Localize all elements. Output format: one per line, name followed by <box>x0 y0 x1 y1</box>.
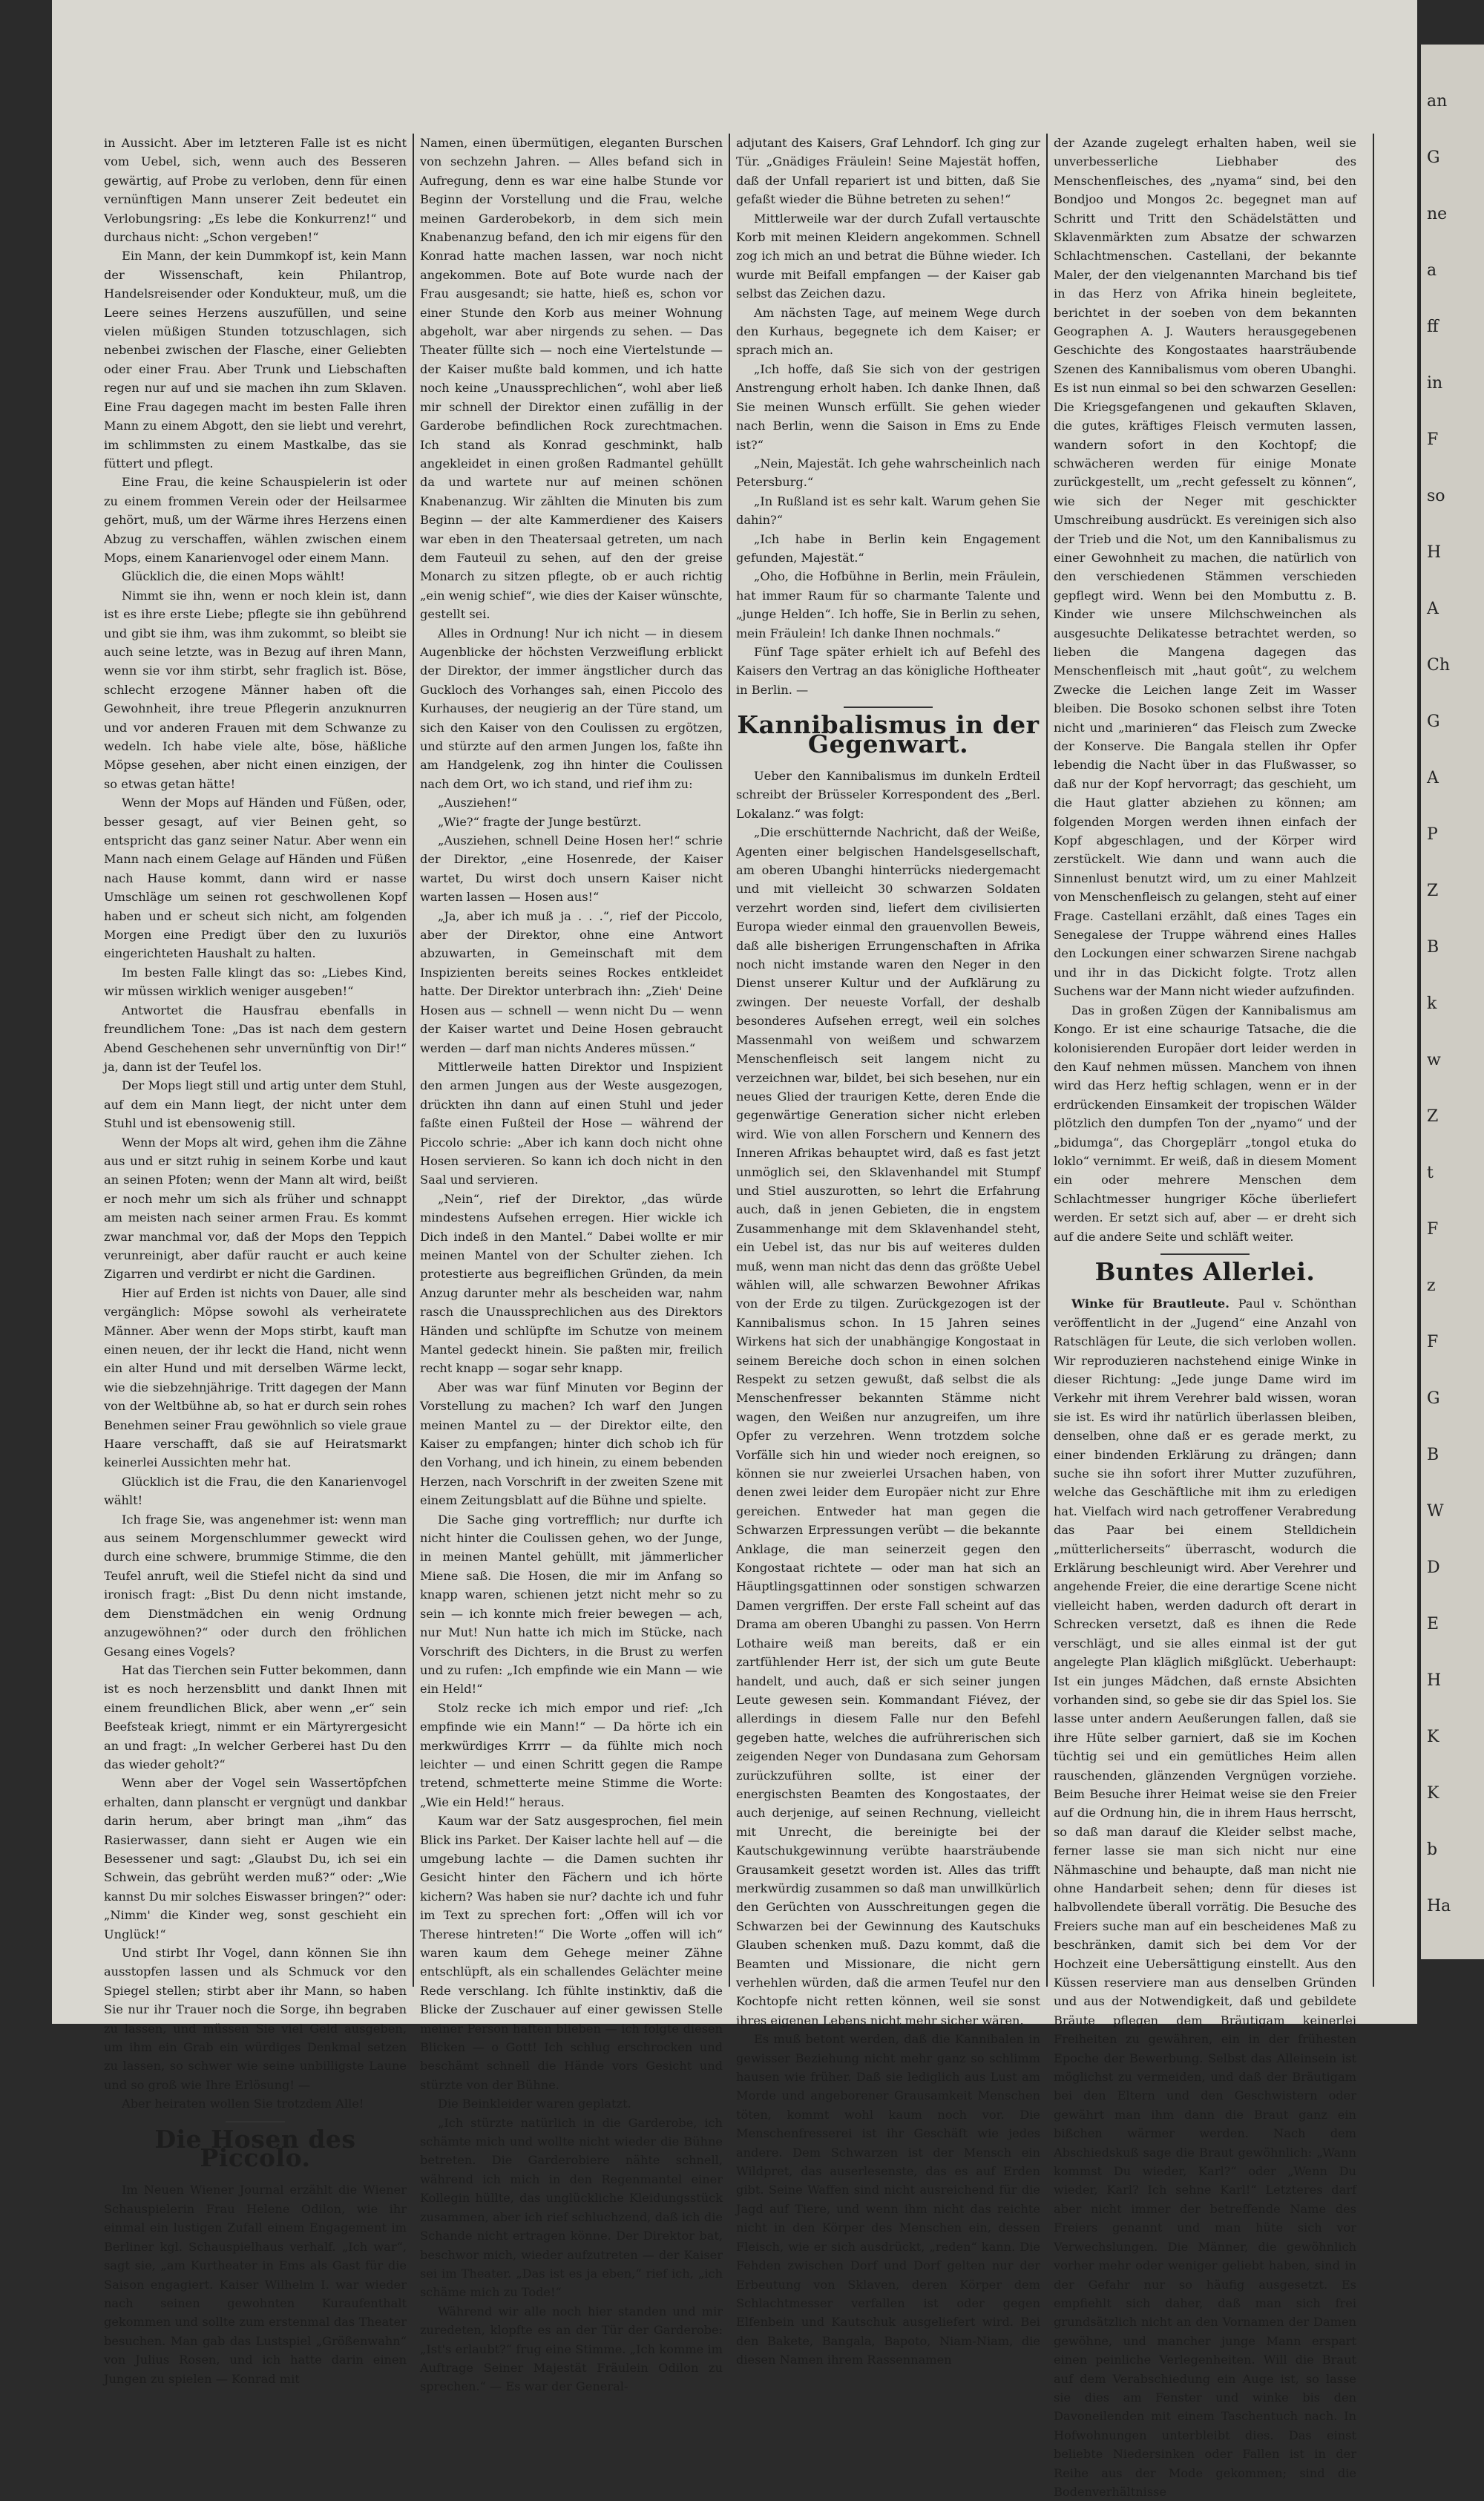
col2-paragraph: Kaum war der Satz ausgesprochen, fiel mein Blick ins Parket. Der Kaiser lachte hell auf — die umgebung lachte — die Damen suchten ihr Gesicht hinter den Fächern und ich hörte kichern? Was haben sie nur? dachte ich und fuhr im Text zu sprechen fort: „Offen will ich vor Therese hintreten!“ Die Worte „offen will ich“ waren kaum dem Gehege meiner Zähne entschlüpft, als ein schallendes Gelächter meine Rede verschlang. Ich fühlte instinktiv, daß die Blicke der Zuschauer auf einer gewissen Stelle meiner Person haften blieben — ich folgte diesen Blicken — o Gott! Ich schlug erschrocken und beschämt schnell die Hände vors Gesicht und stürzte von der Bühne. <box>420 1814 723 2092</box>
strip-fragment: K <box>1427 1784 1439 1803</box>
col1-paragraph: Wenn der Mops alt wird, gehen ihm die Zähne aus und er sitzt ruhig in seinem Korbe und kaut an seinen Pfoten; wenn der Mann alt wird, beißt er noch mehr um sich als früher und schnappt am meisten nach seiner armen Frau. Es kommt zwar manchmal vor, daß der Mops den Teppich verunreinigt, aber dafür raucht er auch keine Zigarren und verdirbt er nicht die Gardinen. <box>104 1135 407 1282</box>
strip-fragment: D <box>1427 1558 1440 1577</box>
strip-fragment: ne <box>1427 205 1448 223</box>
column-1 <box>104 134 407 2386</box>
strip-fragment: G <box>1427 148 1440 167</box>
col2-paragraph: „Ausziehen!“ <box>438 796 518 810</box>
col1-paragraph: Wenn der Mops auf Händen und Füßen, oder, besser gesagt, auf vier Beinen geht, so entspricht das ganz seiner Natur. Aber wenn ein Mann nach einem Gelage auf Händen und Füßen nach Hause kommt, dann wird er nasse Umschläge um seinen rot geschwollenen Kopf haben und er scheut sich nicht, am folgenden Morgen eine Predigt über den zu luxuriös eingerichteten Haushalt zu halten. <box>104 796 407 961</box>
strip-fragment: G <box>1427 1389 1440 1408</box>
strip-fragment: Ch <box>1427 656 1451 675</box>
col1-paragraph: Im Neuen Wiener Journal erzählt die Wiener Schauspielerin Frau Helene Odilon, wie ihr einmal ein lustigen Zufall einem Engagement im Berliner kgl. Schauspielhaus verhalf. „Ich war“, sagt sie, „am Kurtheater in Ems als Gast für die Saison engagiert. Kaiser Wilhelm I. war wieder nach seinen gewohnten Kuraufenthalt gekommen und sollte zum erstenmal das Theater besuchen. Man gab das Lustspiel „Größenwahn“ von Julius Rosen, und ich hatte darin einen Jungen zu spielen — Konrad mit <box>104 2183 407 2386</box>
strip-fragment: H <box>1427 1671 1442 1690</box>
headline-hosen-des-piccolo: Die Hosen des Piccolo. <box>154 2124 356 2173</box>
col3-paragraph: „Nein, Majestät. Ich gehe wahrscheinlich nach Petersburg.“ <box>736 456 1040 490</box>
col1-paragraph: Antwortet die Hausfrau ebenfalls in freundlichem Tone: „Das ist nach dem gestern Abend Geschehenen sehr unvernünftig von Dir!“ ja, dann ist der Teufel los. <box>104 1003 407 1074</box>
col3-paragraph: „In Rußland ist es sehr kalt. Warum gehen Sie dahin?“ <box>736 494 1040 528</box>
col1-paragraph: Ich frage Sie, was angenehmer ist: wenn man aus seinem Morgenschlummer geweckt wird durch eine schwere, brummige Stimme, die den Teufel anruft, weil die Stiefel nicht da sind und ironisch fragt: „Bist Du denn nicht imstande, dem Dienstmädchen ein wenig Ordnung anzugewöhnen?“ oder durch den fröhlichen Gesang eines Vogels? <box>104 1512 407 1659</box>
strip-fragment: Z <box>1427 1107 1439 1126</box>
col2-paragraph: Die Sache ging vortrefflich; nur durfte ich nicht hinter die Coulissen gehen, wo der Junge, in meinen Mantel gehüllt, mit jämmerlicher Miene saß. Die Hosen, die mir im Anfang so knapp waren, schienen jetzt nicht mehr so zu sein — ich konnte mich freier bewegen — ach, nur Mut! Nun hatte ich mich im Stücke, nach Vorschrift des Dichters, in die Brust zu werfen und zu rufen: „Ich empfinde wie ein Mann — wie ein Held!“ <box>420 1512 723 1697</box>
strip-fragment: B <box>1427 1446 1439 1464</box>
col3-paragraph: „Ich hoffe, daß Sie sich von der gestrigen Anstrengung erholt haben. Ich danke Ihnen, daß Sie meinen Wunsch erfüllt. Sie gehen wieder nach Berlin, wenn die Saison in Ems zu Ende ist?“ <box>736 361 1040 452</box>
strip-fragment: ff <box>1427 318 1439 336</box>
column-rule <box>729 134 730 1987</box>
column-2 <box>420 134 723 2394</box>
strip-fragment: B <box>1427 938 1439 957</box>
col1-paragraph: Im besten Falle klingt das so: „Liebes Kind, wir müssen wirklich weniger ausgeben!“ <box>104 965 407 999</box>
section-separator <box>844 707 933 708</box>
col2-paragraph: Während wir alle noch hier standen und mir zuredeten, klopfte es an der Tür der Garderobe: „Ist's erlaubt?“ frug eine Stimme. „Ich komme im Auftrage Seiner Majestät Fräulein Odilon zu sprechen.“ — Es war der General- <box>420 2304 723 2394</box>
strip-fragment: K <box>1427 1728 1439 1746</box>
col1-paragraph: Eine Frau, die keine Schauspielerin ist oder zu einem frommen Verein oder der Heilsarmee gehört, muß, um der Wärme ihres Herzens einen Abzug zu verschaffen, wählen zwischen einem Mops, einem Kanarienvogel oder einem Mann. <box>104 475 407 565</box>
strip-fragment: an <box>1427 92 1448 111</box>
column-rule <box>1046 134 1048 1987</box>
column-4 <box>1054 134 1356 2499</box>
col3-paragraph: Ueber den Kannibalismus im dunkeln Erdteil schreibt der Brüsseler Korrespondent des „Berl. Lokalanz.“ was folgt: <box>736 769 1040 821</box>
col3-paragraph: „Oho, die Hofbühne in Berlin, mein Fräulein, hat immer Raum für so charmante Talente und „junge Helden“. Ich hoffe, Sie in Berlin zu sehen, mein Fräulein! Ich danke Ihnen nochmals.“ <box>736 569 1040 640</box>
column-3 <box>736 134 1040 2367</box>
strip-fragment: Ha <box>1427 1897 1451 1915</box>
col2-paragraph: „Ja, aber ich muß ja . . .“, rief der Piccolo, aber der Direktor, ohne eine Antwort abzuwarten, in Gemeinschaft mit dem Inspizienten bereits seines Rockes entkleidet hatte. Der Direktor unterbrach ihn: „Zieh' Deine Hosen aus — schnell — wenn nicht Du — wenn der Kaiser wartet und Deine Hosen gebraucht werden — darf man nichts Anderes müssen.“ <box>420 908 723 1055</box>
col2-paragraph: „Ich stürzte natürlich in die Garderobe, ich schämte mich und wollte nicht wieder die Bühne betreten. Die Garderobiere nähte schnell, während ich mich in den Regenmantel einer Kollegin hüllte, das unglückliche Kleidungsstück zusammen, aber ich rief schluchzend, daß ich die Schande nicht ertragen könne. Der Direktor bat, beschwor mich, wieder aufzutreten — der Kaiser sei im Theater. „Das ist es ja eben,“ rief ich, „ich schäme mich zu Tode!“ <box>420 2115 723 2300</box>
col1-paragraph: Und stirbt Ihr Vogel, dann können Sie ihn ausstopfen lassen und als Schmuck vor den Spiegel stellen; stirbt aber ihr Mann, so haben Sie nur ihr Trauer noch die Sorge, ihn begraben zu lassen, und müssen Sie viel Geld ausgeben, um ihm ein Grab ein würdiges Denkmal setzen zu lassen, so schwer wie seine unbilligste Laune und so groß wie Ihre Erlösung! — <box>104 1946 407 2092</box>
strip-fragment: Z <box>1427 882 1439 900</box>
strip-fragment: E <box>1427 1615 1439 1633</box>
col1-paragraph: Der Mops liegt still und artig unter dem Stuhl, auf dem ein Mann liegt, der nicht unter dem Stuhl und ist ebensowenig still. <box>104 1078 407 1131</box>
strip-fragment: A <box>1427 600 1439 618</box>
col2-paragraph: Namen, einen übermütigen, eleganten Burschen von sechzehn Jahren. — Alles befand sich in Aufregung, denn es war eine halbe Stunde vor Beginn der Vorstellung und die Frau, welche meinen Garderobekorb, in dem sich mein Knabenanzug befand, den ich mir eigens für den Konrad hatte machen lassen, war noch nicht angekommen. Bote auf Bote wurde nach der Frau ausgesandt; sie hatte, hieß es, schon vor einer Stunde den Korb aus meiner Wohnung abgeholt, war aber nirgends zu sehen. — Das Theater füllte sich — noch eine Viertelstunde — der Kaiser mußte bald kommen, und ich hatte noch keine „Unaussprechlichen“, wohl aber ließ mir schnell der Direktor einen zufällig in der Garderobe befindlichen Rock zurechtmachen. Ich stand als Konrad geschminkt, halb angekleidet in einen großen Radmantel gehüllt da und wartete nur auf meinen schönen Knabenanzug. Wir zählten die Minuten bis zum Beginn — der alte Kammerdiener des Kaisers war eben in den Theatersaal getreten, um nach dem Fauteuil zu sehen, auf den der greise Monarch zu sitzen pflegte, ob er auch richtig „ein wenig schief“, wie dies der Kaiser wünschte, gestellt sei. <box>420 136 723 622</box>
scan-dark-border-left <box>0 0 52 2024</box>
strip-fragment: in <box>1427 374 1443 393</box>
col3-paragraph: adjutant des Kaisers, Graf Lehndorf. Ich ging zur Tür. „Gnädiges Fräulein! Seine Majestät hoffen, daß der Unfall repariert ist und bitten, daß Sie gefaßt wieder die Bühne betreten zu sehen!“ <box>736 136 1040 207</box>
col1-paragraph: Hat das Tierchen sein Futter bekommen, dann ist es noch herzensblitt und dankt Ihnen mit einem freundlichen Blick, aber wenn „er“ sein Beefsteak kriegt, nimmt er ein Märtyrergesicht an und fragt: „In welcher Gerberei hast Du den das wieder geholt?“ <box>104 1662 407 1771</box>
headline-kannibalismus: Kannibalismus in der Gegenwart. <box>737 710 1040 758</box>
strip-fragment: F <box>1427 1220 1439 1239</box>
strip-fragment: P <box>1427 825 1438 844</box>
strip-fragment: k <box>1427 994 1437 1013</box>
col2-paragraph: Stolz recke ich mich empor und rief: „Ich empfinde wie ein Mann!“ — Da hörte ich ein merkwürdiges Krrrr — da fühlte mich noch leichter — und einen Schritt gegen die Rampe tretend, schmetterte meine Stimme die Worte: „Wie ein Held!“ heraus. <box>420 1700 723 1809</box>
col2-paragraph: Alles in Ordnung! Nur ich nicht — in diesem Augenblicke der höchsten Verzweiflung erblickt der Direktor, der immer ängstlicher durch das Guckloch des Vorhanges sah, einen Piccolo des Kurhauses, der neugierig an der Türe stand, um sich den Kaiser von den Coulissen zu ergötzen, und stürzte auf den armen Jungen los, faßte ihn am Handgelenk, zog ihn hinter die Coulissen nach dem Ort, wo ich stand, und rief ihm zu: <box>420 626 723 791</box>
col1-paragraph: in Aussicht. Aber im letzteren Falle ist es nicht vom Uebel, sich, wenn auch des Besseren gewärtig, auf Probe zu verloben, denn für einen vernünftigen Mann unserer Zeit bedeutet ein Verlobungsring: „Es lebe die Konkurrenz!“ und durchaus nicht: „Schon vergeben!“ <box>104 136 407 245</box>
lead-winke-fuer-brautleute: Winke für Brautleute. <box>1071 1297 1229 1311</box>
strip-fragment: so <box>1427 487 1445 505</box>
strip-fragment: b <box>1427 1840 1438 1859</box>
col1-paragraph: Nimmt sie ihn, wenn er noch klein ist, dann ist es ihre erste Liebe; pflegte sie ihn gebührend und gibt sie ihm, was ihm zukommt, so bleibt sie auch seine letzte, was in Bezug auf ihren Mann, wenn sie vor ihm stirbt, sehr fraglich ist. Böse, schlecht erzogene Männer haben oft die Gewohnheit, ihre treue Pflegerin anzuknurren und vor anderen Frauen mit dem Schwanze zu wedeln. Ich habe viele alte, böse, häßliche Möpse gesehen, aber nicht einen einzigen, der so etwas getan hätte! <box>104 588 407 791</box>
headline-buntes-allerlei: Buntes Allerlei. <box>1094 1256 1316 1286</box>
col4-paragraph: Paul v. Schönthan veröffentlicht in der „Jugend“ eine Anzahl von Ratschlägen für Leute, die sich verloben wollen. Wir reproduzieren nachstehend einige Winke in dieser Richtung: „Jede junge Dame wird im Verkehr mit ihrem Verehrer bald wissen, woran sie ist. Es wird ihr natürlich überlassen bleiben, denselben, ohne daß er es gerade merkt, zu einer bindenden Erklärung zu drängen; dann suche sie ihn sofort ihrer Mutter zuzuführen, welche das Geschäftliche mit ihm zu erledigen hat. Vielfach wird nach getroffener Verabredung das Paar bei einem Stelldichein „mütterlicherseits“ überrascht, wodurch die Erklärung beschleunigt wird. Aber Verehrer und angehende Freier, die eine derartige Scene nicht vielleicht haben, werden dadurch oft derart in Schrecken versetzt, daß es ihnen die Rede verschlägt, und sie alles einmal ist der gut angelegte Plan kläglich mißglückt. Ueberhaupt: Ist ein junges Mädchen, daß ernste Absichten vorhanden sind, so gebe sie dir das Spiel los. Sie lasse unter andern Aeußerungen fallen, daß sie ihre Hüte selber garniert, daß sie im Kochen tüchtig sei und ein gemütliches Heim allen rauschenden, glänzenden Vergnügen vorziehe. Beim Besuche ihrer Heimat weise sie den Freier auf die Ordnung hin, die in ihrem Haus herrscht, so daß man darauf die Kleider selbst mache, ferner lasse sie man sich nicht nur eine Nähmaschine und behaupte, daß man nicht nie ohne Handarbeit sehen; denn für dieses ist halbvollendete überall vorrätig. Die Besuche des Freiers suche man auf ein bescheidenes Maß zu beschränken, damit sich bei dem Vor der Hochzeit eine Uebersättigung einstellt. Aus den Küssen reserviere man aus denselben Gründen und aus der Notwendigkeit, daß und gebildete Bräute pflegen dem Bräutigam keinerlei Freiheiten zu gewähren, ein in der frühesten Epoche der Bewerbung. Selbst das Alleinsein ist möglichst zu vermeiden, und daß der Bräutigam bei den Eltern und den Geschwistern oder gewährt man ihm dann die Braut ganz ein bißchen wärmer werden. Nach dem Abschiedskuß sage die Braut gewöhnlich: „Wann kommst Du wieder, Karl?“ oder „Wenn Du wieder, Karl? Ich sehne Karl!“ Letzteres darf aber nicht immer der betreffende Name des Freiers genannt und man hüte sich vor Verwechslungen. Die Männer, die gewöhnlich vorher mehr oder weniger geliebt haben, sind in der Gefahr nur so häufig ausgesetzt. Es empfiehlt sich daher, daß man sich frei grundsätzlich nicht an den Vornamen der Damen gewöhne, und mancher junge Mann erspart einen peinliche Verlegenheiten. Will die Braut auf dem Verabschiedung ein Auge ist, so lasse sie dies am Fenster und winke bis den Davoneilenden mit einem Taschentuch nach. In Hofwohnungen unterbleibt dies. Das einst beliebte Niedersinken oder Fallen ist in der Reihe aus der Mode gekommen; sind die Bodenverhältnisse <box>1054 1297 1356 2499</box>
page-right-edge-rule <box>1373 134 1374 1987</box>
col3-paragraph: „Die erschütternde Nachricht, daß der Weiße, Agenten einer belgischen Handelsgesellschaft, am oberen Ubanghi hinterrücks niedergemacht und mit vielleicht 30 schwarzen Soldaten verzehrt worden sind, liefert dem civilisierten Europa wieder einmal den grauenvollen Beweis, daß alle bisherigen Errungenschaften in Afrika noch nicht imstande waren den Neger in den Dienst unserer Kultur und der Aufklärung zu zwingen. Der neueste Vorfall, der deshalb besonderes Aufsehen erregt, weil ein solches Massenmahl von weißem und schwarzem Menschenfleisch seit langem nicht zu verzeichnen war, bildet, bei sich besehen, nur ein neues Glied der traurigen Kette, deren Ende die gegenwärtige Generation sicher nicht erleben wird. Wie von allen Forschern und Kennern des Inneren Afrikas behauptet wird, daß es fast jetzt unmöglich sei, den Sklavenhandel mit Stumpf und Stiel auszurotten, so lehrt die Erfahrung auch, daß in jenen Gebieten, die in engstem Zusammenhange mit dem Sklavenhandel steht, ein Uebel ist, das nur bis auf weiteres dulden muß, wenn man nicht das denn das größte Uebel wählen will, alle schwarzen Bewohner Afrikas von der Erde zu tilgen. Zurückgezogen ist der Kannibalismus schon. In 15 Jahren seines Wirkens hat sich der unabhängige Kongostaat in seinem Bereiche doch schon in einen solchen Respekt zu setzen gewußt, daß selbst die als Menschenfresser bekannten Stämme nicht wagen, den Weißen nur anzugreifen, um ihre Opfer zu verzehren. Wenn trotzdem solche Vorfälle sich hin und wieder noch ereignen, so können sie nur zweierlei Ursachen haben, von denen zwei leider dem Europäer nicht zur Ehre gereichen. Entweder hat man gegen die Schwarzen Erpressungen verübt — die bekannte Anklage, die man seinerzeit gegen den Kongostaat richtete — oder man hat sich an Häuptlingsgattinnen oder sonstigen schwarzen Damen vergriffen. Der erste Fall scheint auf das Drama am oberen Ubanghi zu passen. Von Herrn Lothaire weiß man bereits, daß er ein zartfühlender Herr ist, der sich um gute Beute handelt, und auch, daß er sich seiner jungen Leute gewesen sein. Kommandant Fiévez, der allerdings in diesem Falle nur den Befehl gegeben hatte, welches die aufrührerischen sich zeigenden Neger von Dundasana zum Gehorsam zurückzuführen sollte, ist einer der energischsten Beamten des Kongostaates, der auch derjenige, auf seinen Rechnung, vielleicht mit Unrecht, die bereinigte bei der Kautschukgewinnung verübte haarsträubende Grausamkeit gesetzt worden ist. Alles das trifft merkwürdig zusammen so daß man unwillkürlich den Gerüchten von Ausschreitungen gegen die Schwarzen bei der Gewinnung des Kautschuks Glauben schenken muß. Dazu kommt, daß die Beamten und Missionare, die nicht gern verhehlen würden, daß die armen Teufel nur den Kochtopfe nicht retten können, weil sie sonst ihres eigenen Lebens nicht mehr sicher wären. <box>736 825 1040 2028</box>
col2-paragraph: Die Beinkleider waren geplatzt. <box>438 2097 631 2111</box>
column-rule <box>413 134 414 1987</box>
col1-paragraph: Glücklich die, die einen Mops wählt! <box>122 569 345 584</box>
col2-paragraph: „Ausziehen, schnell Deine Hosen her!“ schrie der Direktor, „eine Hosenrede, der Kaiser wartet, Du wirst doch unsern Kaiser nicht warten lassen — Hosen aus!“ <box>420 833 723 905</box>
col3-paragraph: Mittlerweile war der durch Zufall vertauschte Korb mit meinen Kleidern angekommen. Schnell zog ich mich an und betrat die Bühne wieder. Ich wurde mit Beifall empfangen — der Kaiser gab selbst das Zeichen dazu. <box>736 211 1040 301</box>
col2-paragraph: Aber was war fünf Minuten vor Beginn der Vorstellung zu machen? Ich warf den Jungen meinen Mantel zu — der Direktor eilte, den Kaiser zu empfangen; hinter dich schob ich für den Vorhang, und ich hinein, zu einem bebenden Herzen, nach Vorschrift in der zweiten Szene mit einem Zeitungsblatt auf die Bühne und spielte. <box>420 1380 723 1508</box>
col4-paragraph: Das in großen Zügen der Kannibalismus am Kongo. Er ist eine schaurige Tatsache, die die kolonisierenden Europäer dort leider werden in den Kauf nehmen müssen. Manchem von ihnen wird das Herz heftig schlagen, wenn er in der erdrückenden Einsamkeit der tropischen Wälder plötzlich den dumpfen Ton der „nyamo“ und der „bidumga“, das Chorgeplärr „tongol etuka do loklo“ vernimmt. Er weiß, daß in diesem Moment ein oder mehrere Menschen dem Schlachtmesser hungriger Köche überliefert werden. Er setzt sich auf, aber — er dreht sich auf die andere Seite und schläft weiter. <box>1054 1003 1356 1244</box>
strip-fragment: z <box>1427 1276 1436 1295</box>
strip-fragment: F <box>1427 1333 1439 1351</box>
col3-paragraph: „Ich habe in Berlin kein Engagement gefunden, Majestät.“ <box>736 531 1040 565</box>
col2-paragraph: „Wie?“ fragte der Junge bestürzt. <box>438 814 642 829</box>
strip-fragment: a <box>1427 261 1437 280</box>
col2-paragraph: „Nein“, rief der Direktor, „das würde mindestens Aufsehen erregen. Hier wickle ich Dich indeß in den Mantel.“ Dabei wollte er mir meinen Mantel von der Schulter ziehen. Ich protestierte aus begreiflichen Gründen, da mein Anzug darunter mehr als bescheiden war, nahm rasch die Unaussprechlichen aus des Direktors Händen und schlüpfte im Schutze von meinem Mantel gedeckt hinein. Sie paßten mir, freilich recht knapp — sogar sehr knapp. <box>420 1191 723 1376</box>
newspaper-page <box>52 0 1417 2499</box>
section-separator <box>226 2121 285 2123</box>
col3-paragraph: Am nächsten Tage, auf meinem Wege durch den Kurhaus, begegnete ich dem Kaiser; er sprach mich an. <box>736 305 1040 358</box>
adjacent-page-strip <box>1421 45 1484 1959</box>
strip-fragment: w <box>1427 1051 1441 1069</box>
col1-paragraph: Ein Mann, der kein Dummkopf ist, kein Mann der Wissenschaft, kein Philantrop, Handelsreisender oder Kondukteur, muß, um die Leere seines Herzens auszufüllen, und seine vielen müßigen Stunden totzuschlagen, sich nebenbei zwischen der Flasche, einer Geliebten oder einer Frau. Aber Trunk und Liebschaften regen nur auf und sie machen ihn zum Sklaven. Eine Frau dagegen macht im besten Falle ihren Mann zu einem Abgott, den sie liebt und verehrt, im schlimmsten zu einem Mastkalbe, das sie füttert und pflegt. <box>104 249 407 471</box>
col3-paragraph: Es muß betont werden, daß die Kannibalen in gewisser Beziehung nicht mehr ganz so schlimm hausen wie früher. Daß sie lediglich aus Lust am Morde und angeborener Grausamkeit Menschen töten, kommt wohl kaum noch vor. Die Menschenfresserei ist ihr Geschäft wie jedes andere. Dem Schwarzen ist der Mensch ein Wildpret, das auserlesenste, das es auf Erden gibt. Seine Waffen sind nicht ausreichend für die Jagd auf Tiere, und wenn ihm nicht das reichte nicht in den Körper des Menschen ein, dessen Fleisch, wie er sich ausdrückt, „reden“ kann. Die Fehden zwischen Dorf und Dorf gelten nur der Erbeutung von Sklaven, deren Körper dem Schlachtmesser verfallen ist oder gegen Elfenbein und Kautschuk ausgeliefert wird. Bei den Bakete, Bangala, Bapoto, Niam-Niam, die diesen Namen ihrem Rassennamen <box>736 2032 1040 2367</box>
col2-paragraph: Mittlerweile hatten Direktor und Inspizient den armen Jungen aus der Weste ausgezogen, drückten ihn dann auf einen Stuhl und jeder faßte einen Fußteil der Hose — während der Piccolo schrie: „Aber ich kann doch nicht ohne Hosen servieren. So kann ich doch nicht in den Saal und servieren. <box>420 1059 723 1187</box>
strip-fragment: W <box>1427 1502 1444 1521</box>
strip-fragment: H <box>1427 543 1442 562</box>
col3-paragraph: Fünf Tage später erhielt ich auf Befehl des Kaisers den Vertrag an das königliche Hoftheater in Berlin. — <box>736 644 1040 697</box>
col1-paragraph: Glücklich ist die Frau, die den Kanarienvogel wählt! <box>104 1474 407 1508</box>
strip-fragment: A <box>1427 769 1439 787</box>
strip-fragment: G <box>1427 712 1440 731</box>
section-separator <box>1160 1253 1250 1255</box>
strip-fragment: t <box>1427 1164 1434 1182</box>
strip-fragment: F <box>1427 430 1439 449</box>
col1-paragraph: Hier auf Erden ist nichts von Dauer, alle sind vergänglich: Möpse sowohl als verheiratete Männer. Aber wenn der Mops stirbt, kauft man einen neuen, der ihr leckt die Hand, nicht wenn ein alter Hund und mit derselben Wärme leckt, wie die siebzehnjährige. Tritt dagegen der Mann von der Weltbühne ab, so hat er durch sein rohes Benehmen seiner Frau gewöhnlich so viele graue Haare verschafft, daß sie auf Heiratsmarkt keinerlei Aussichten mehr hat. <box>104 1285 407 1470</box>
col1-paragraph: Aber heiraten wollen Sie trotzdem Alle! <box>122 2097 364 2111</box>
col1-paragraph: Wenn aber der Vogel sein Wassertöpfchen erhalten, dann planscht er vergnügt und dankbar darin herum, aber bringt man „ihm“ das Rasierwasser, dann sieht er Augen wie ein Besessener und sagt: „Glaubst Du, ich sei ein Schwein, das gebrüht werden muß?“ oder: „Wie kannst Du mir solches Eiswasser bringen?“ oder: „Nimm' die Kinder weg, sonst geschieht ein Unglück!“ <box>104 1776 407 1941</box>
col4-paragraph: der Azande zugelegt erhalten haben, weil sie unverbesserliche Liebhaber des Menschenfleisches, des „nyama“ sind, bei den Bondjoo und Mongos 2c. begegnet man auf Schritt und Tritt den Schädelstätten und Sklavenmärkten zum Absatze der schwarzen Schlachtmenschen. Castellani, der bekannte Maler, der den vielgenannten Marchand bis tief in das Herz von Afrika hinein begleitete, berichtet in der soeben von dem bekannten Geographen A. J. Wauters herausgegebenen Geschichte des Kongostaates haarsträubende Szenen des Kannibalismus vom oberen Ubanghi. Es ist nun einmal so bei den schwarzen Gesellen: Die Kriegsgefangenen und gekauften Sklaven, die gutes, kräftiges Fleisch vermuten lassen, wandern sofort in den Kochtopf; die schwächeren werden für einige Monate zurückgestellt, um „recht gefesselt zu können“, wie sich der Neger mit geschickter Umschreibung ausdrückt. Es vereinigen sich also der Trieb und die Not, um den Kannibalismus zu einer Gewohnheit zu machen, die natürlich von den verschiedenen Stämmen verschieden gepflegt wird. Wenn bei den Mombuttu z. B. Kinder wie unsere Milchschweinchen als ausgesuchte Delikatesse betrachtet werden, so lieben die Mangena dagegen das Menschenfleisch mit „haut goût“, zu welchem Zwecke die Leichen lange Zeit im Wasser bleiben. Die Bosoko schonen selbst ihre Toten nicht und „marinieren“ das Fleisch zum Zwecke der Konserve. Die Bangala stellen ihr Opfer lebendig die Nacht über in das Flußwasser, so daß nur der Kopf hervorragt; das geschieht, um die Haut glatter abziehen zu können; am folgenden Morgen werden ihnen einfach der Kopf abgeschlagen, und der Körper wird zerstückelt. Wie dann und wann auch die Sinnenlust benutzt wird, um zu einer Mahlzeit von Menschenfleisch zu gelangen, steht auf einer Frage. Castellani erzählt, daß eines Tages ein Senegalese der Truppe während eines Halles den Lockungen einer schwarzen Sirene nachgab und ihr in das Dickicht folgte. Trotz allen Suchens war der Mann nicht wieder aufzufinden. <box>1054 136 1356 999</box>
